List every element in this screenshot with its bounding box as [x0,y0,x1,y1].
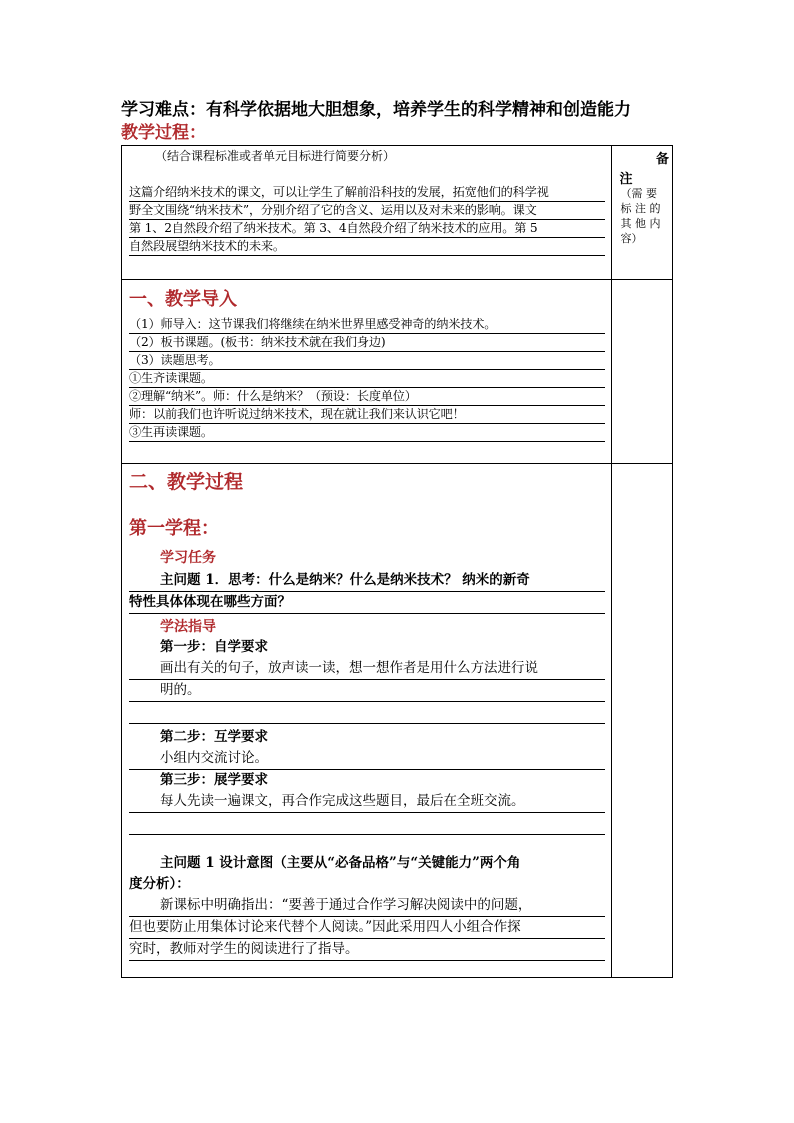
task-label: 学习任务 [160,550,216,566]
analysis-line: 自然段展望纳米技术的未来。 [129,238,605,256]
learning-difficulty: 学习难点：有科学依据地大胆想象，培养学生的科学精神和创造能力 [121,100,631,120]
design-line: 度分析）： [129,876,190,892]
step1-line: 画出有关的句子，放声读一读，想一想作者是用什么方法进行说 [129,658,605,680]
notes-line: （需 要 [620,187,658,200]
intro-line: ③生再读课题。 [129,424,605,442]
analysis-line: 这篇介绍纳米技术的课文，可以让学生了解前沿科技的发展，拓宽他们的科学视 [129,184,605,202]
method-label: 学法指导 [160,619,216,635]
stage-title: 第一学程： [129,518,219,539]
step1-line: 明的。 [129,680,605,702]
analysis-cell [122,146,612,280]
intro-cell [122,280,612,464]
intro-line: （2）板书课题。(板书：纳米技术就在我们身边) [129,334,605,352]
intro-line: 师：以前我们也许听说过纳米技术，现在就让我们来认识它吧！ [129,406,605,424]
notes-cell-empty [611,280,672,464]
step2-label: 第二步：互学要求 [160,729,268,745]
analysis-prompt: （结合课程标准或者单元目标进行简要分析） [155,149,396,163]
question-line: 特性具体体现在哪些方面？ [129,592,605,614]
notes-cell [611,146,672,280]
notes-title-char1: 备 [655,152,669,167]
design-text: 但也要防止用集体讨论来代替个人阅读。”因此采用四人小组合作探 [129,917,605,939]
intro-line: ②理解“纳米”。师：什么是纳米？（预设：长度单位） [129,388,605,406]
notes-description [621,186,671,246]
analysis-line: 野全文围绕“纳米技术”，分别介绍了它的含义、运用以及对未来的影响。课文 [129,202,605,220]
notes-line: 其 他 内 [620,217,661,230]
process-cell [122,464,612,978]
process-title: 二、教学过程 [129,471,244,493]
notes-title-char2: 注 [619,172,633,187]
question-line: 主问题 1．思考：什么是纳米？什么是纳米技术？ 纳米的新奇 [129,570,605,592]
intro-line: （1）师导入：这节课我们将继续在纳米世界里感受神奇的纳米技术。 [129,316,605,334]
step2-text: 小组内交流讨论。 [129,748,605,770]
notes-cell-empty [611,464,672,978]
step1-label: 第一步：自学要求 [160,639,268,655]
teaching-process-heading: 教学过程： [121,123,206,143]
design-text: 新课标中明确指出：“要善于通过合作学习解决阅读中的问题， [129,895,605,917]
step3-text: 每人先读一遍课文，再合作完成这些题目，最后在全班交流。 [129,791,605,813]
analysis-line: 第 1、2自然段介绍了纳米技术。第 3、4自然段介绍了纳米技术的应用。第 5 [129,220,605,238]
intro-line: （3）读题思考。 [129,352,605,370]
step3-label: 第三步：展学要求 [160,772,268,788]
notes-line: 标 注 的 [620,202,661,215]
intro-title: 一、教学导入 [129,289,237,310]
design-text: 究时，教师对学生的阅读进行了指导。 [129,939,605,961]
lesson-plan-table [121,145,673,978]
notes-line: 容） [620,232,643,245]
blank-line [129,813,605,835]
intro-line: ①生齐读课题。 [129,370,605,388]
design-line: 主问题 1 设计意图（主要从“必备品格”与“关键能力”两个角 [160,855,521,871]
blank-line [129,702,605,724]
